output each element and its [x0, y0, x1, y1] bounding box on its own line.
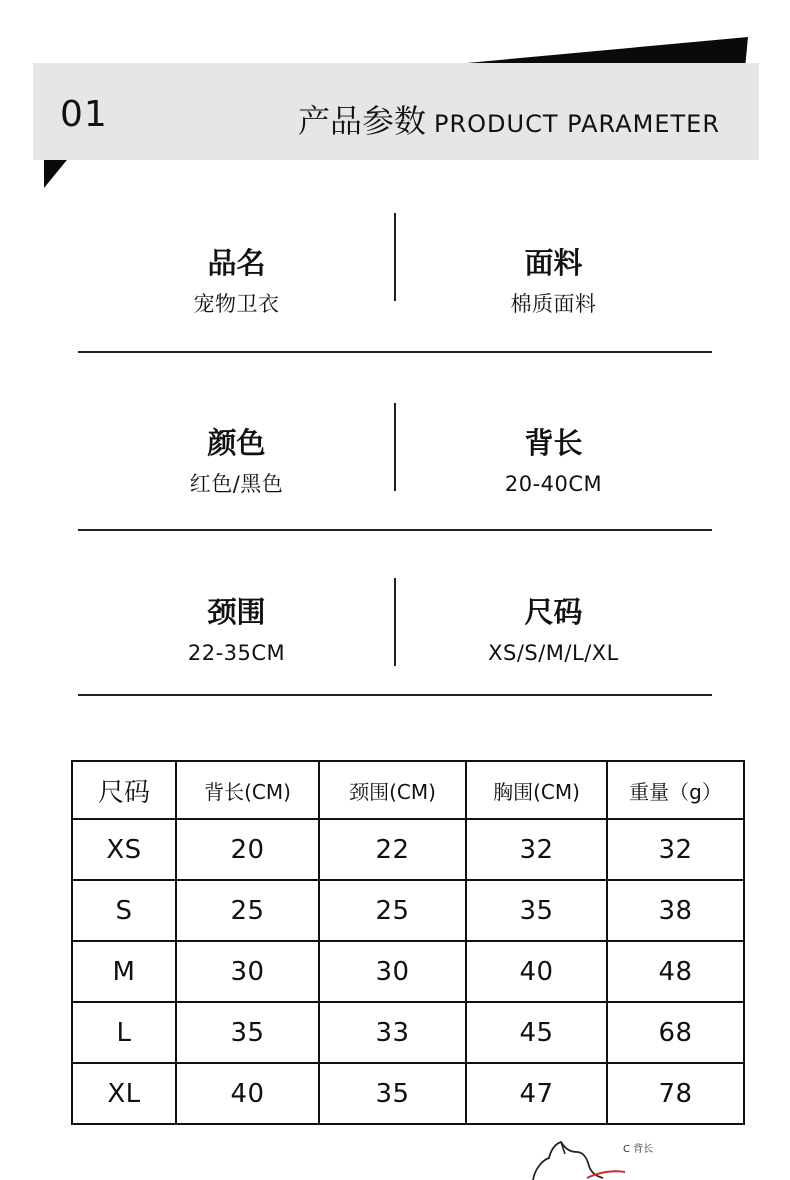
table-cell: 68 — [607, 1002, 744, 1063]
row-divider — [78, 529, 712, 531]
param-value: 宠物卫衣 — [193, 292, 280, 316]
table-cell: 35 — [176, 1002, 319, 1063]
row-divider — [78, 351, 712, 353]
back-length-label: C 背长 — [623, 1144, 654, 1155]
table-cell: 45 — [466, 1002, 607, 1063]
table-cell: 48 — [607, 941, 744, 1002]
table-cell: 32 — [607, 819, 744, 880]
table-row — [72, 819, 744, 880]
table-cell: 20 — [176, 819, 319, 880]
size-table — [71, 760, 745, 1125]
table-cell: 38 — [607, 880, 744, 941]
table-cell: S — [72, 880, 176, 941]
section-header — [0, 0, 790, 200]
table-row — [72, 880, 744, 941]
table-row — [72, 941, 744, 1002]
param-label: 颈围 — [207, 595, 266, 629]
table-cell: XS — [72, 819, 176, 880]
table-row — [72, 1002, 744, 1063]
param-size — [395, 592, 712, 668]
param-back-length — [395, 423, 712, 499]
param-value: 棉质面料 — [510, 292, 597, 316]
column-header: 胸围(CM) — [466, 761, 607, 819]
table-cell: 25 — [176, 880, 319, 941]
table-cell: M — [72, 941, 176, 1002]
table-cell: 40 — [466, 941, 607, 1002]
column-header: 尺码 — [72, 761, 176, 819]
param-value: 20-40CM — [504, 472, 603, 496]
table-cell: 30 — [319, 941, 466, 1002]
section-title — [298, 96, 720, 142]
table-cell: 47 — [466, 1063, 607, 1124]
table-header-row — [72, 761, 744, 819]
table-cell: 35 — [319, 1063, 466, 1124]
table-cell: 78 — [607, 1063, 744, 1124]
table-cell: 40 — [176, 1063, 319, 1124]
table-cell: L — [72, 1002, 176, 1063]
param-neck — [78, 592, 395, 668]
column-header: 颈围(CM) — [319, 761, 466, 819]
param-value: XS/S/M/L/XL — [488, 641, 619, 665]
table-row — [72, 1063, 744, 1124]
param-color — [78, 423, 395, 499]
section-number: 01 — [60, 94, 108, 135]
table-cell: 35 — [466, 880, 607, 941]
param-label: 尺码 — [524, 595, 583, 629]
dog-measurement-illustration — [525, 1138, 665, 1180]
param-label: 面料 — [524, 246, 583, 280]
param-value: 红色/黑色 — [189, 472, 284, 496]
column-header: 背长(CM) — [176, 761, 319, 819]
dog-outline — [533, 1142, 603, 1180]
column-header: 重量（g） — [607, 761, 744, 819]
table-cell: 32 — [466, 819, 607, 880]
param-fabric — [395, 243, 712, 319]
table-cell: 22 — [319, 819, 466, 880]
param-label: 颜色 — [207, 426, 266, 460]
param-name — [78, 243, 395, 319]
param-value: 22-35CM — [187, 641, 286, 665]
table-cell: 33 — [319, 1002, 466, 1063]
section-title-cn: 产品参数 — [298, 102, 427, 140]
table-cell: 30 — [176, 941, 319, 1002]
param-label: 背长 — [524, 426, 583, 460]
section-title-en: PRODUCT PARAMETER — [434, 110, 720, 138]
row-divider — [78, 694, 712, 696]
param-label: 品名 — [207, 246, 266, 280]
table-cell: XL — [72, 1063, 176, 1124]
table-cell: 25 — [319, 880, 466, 941]
